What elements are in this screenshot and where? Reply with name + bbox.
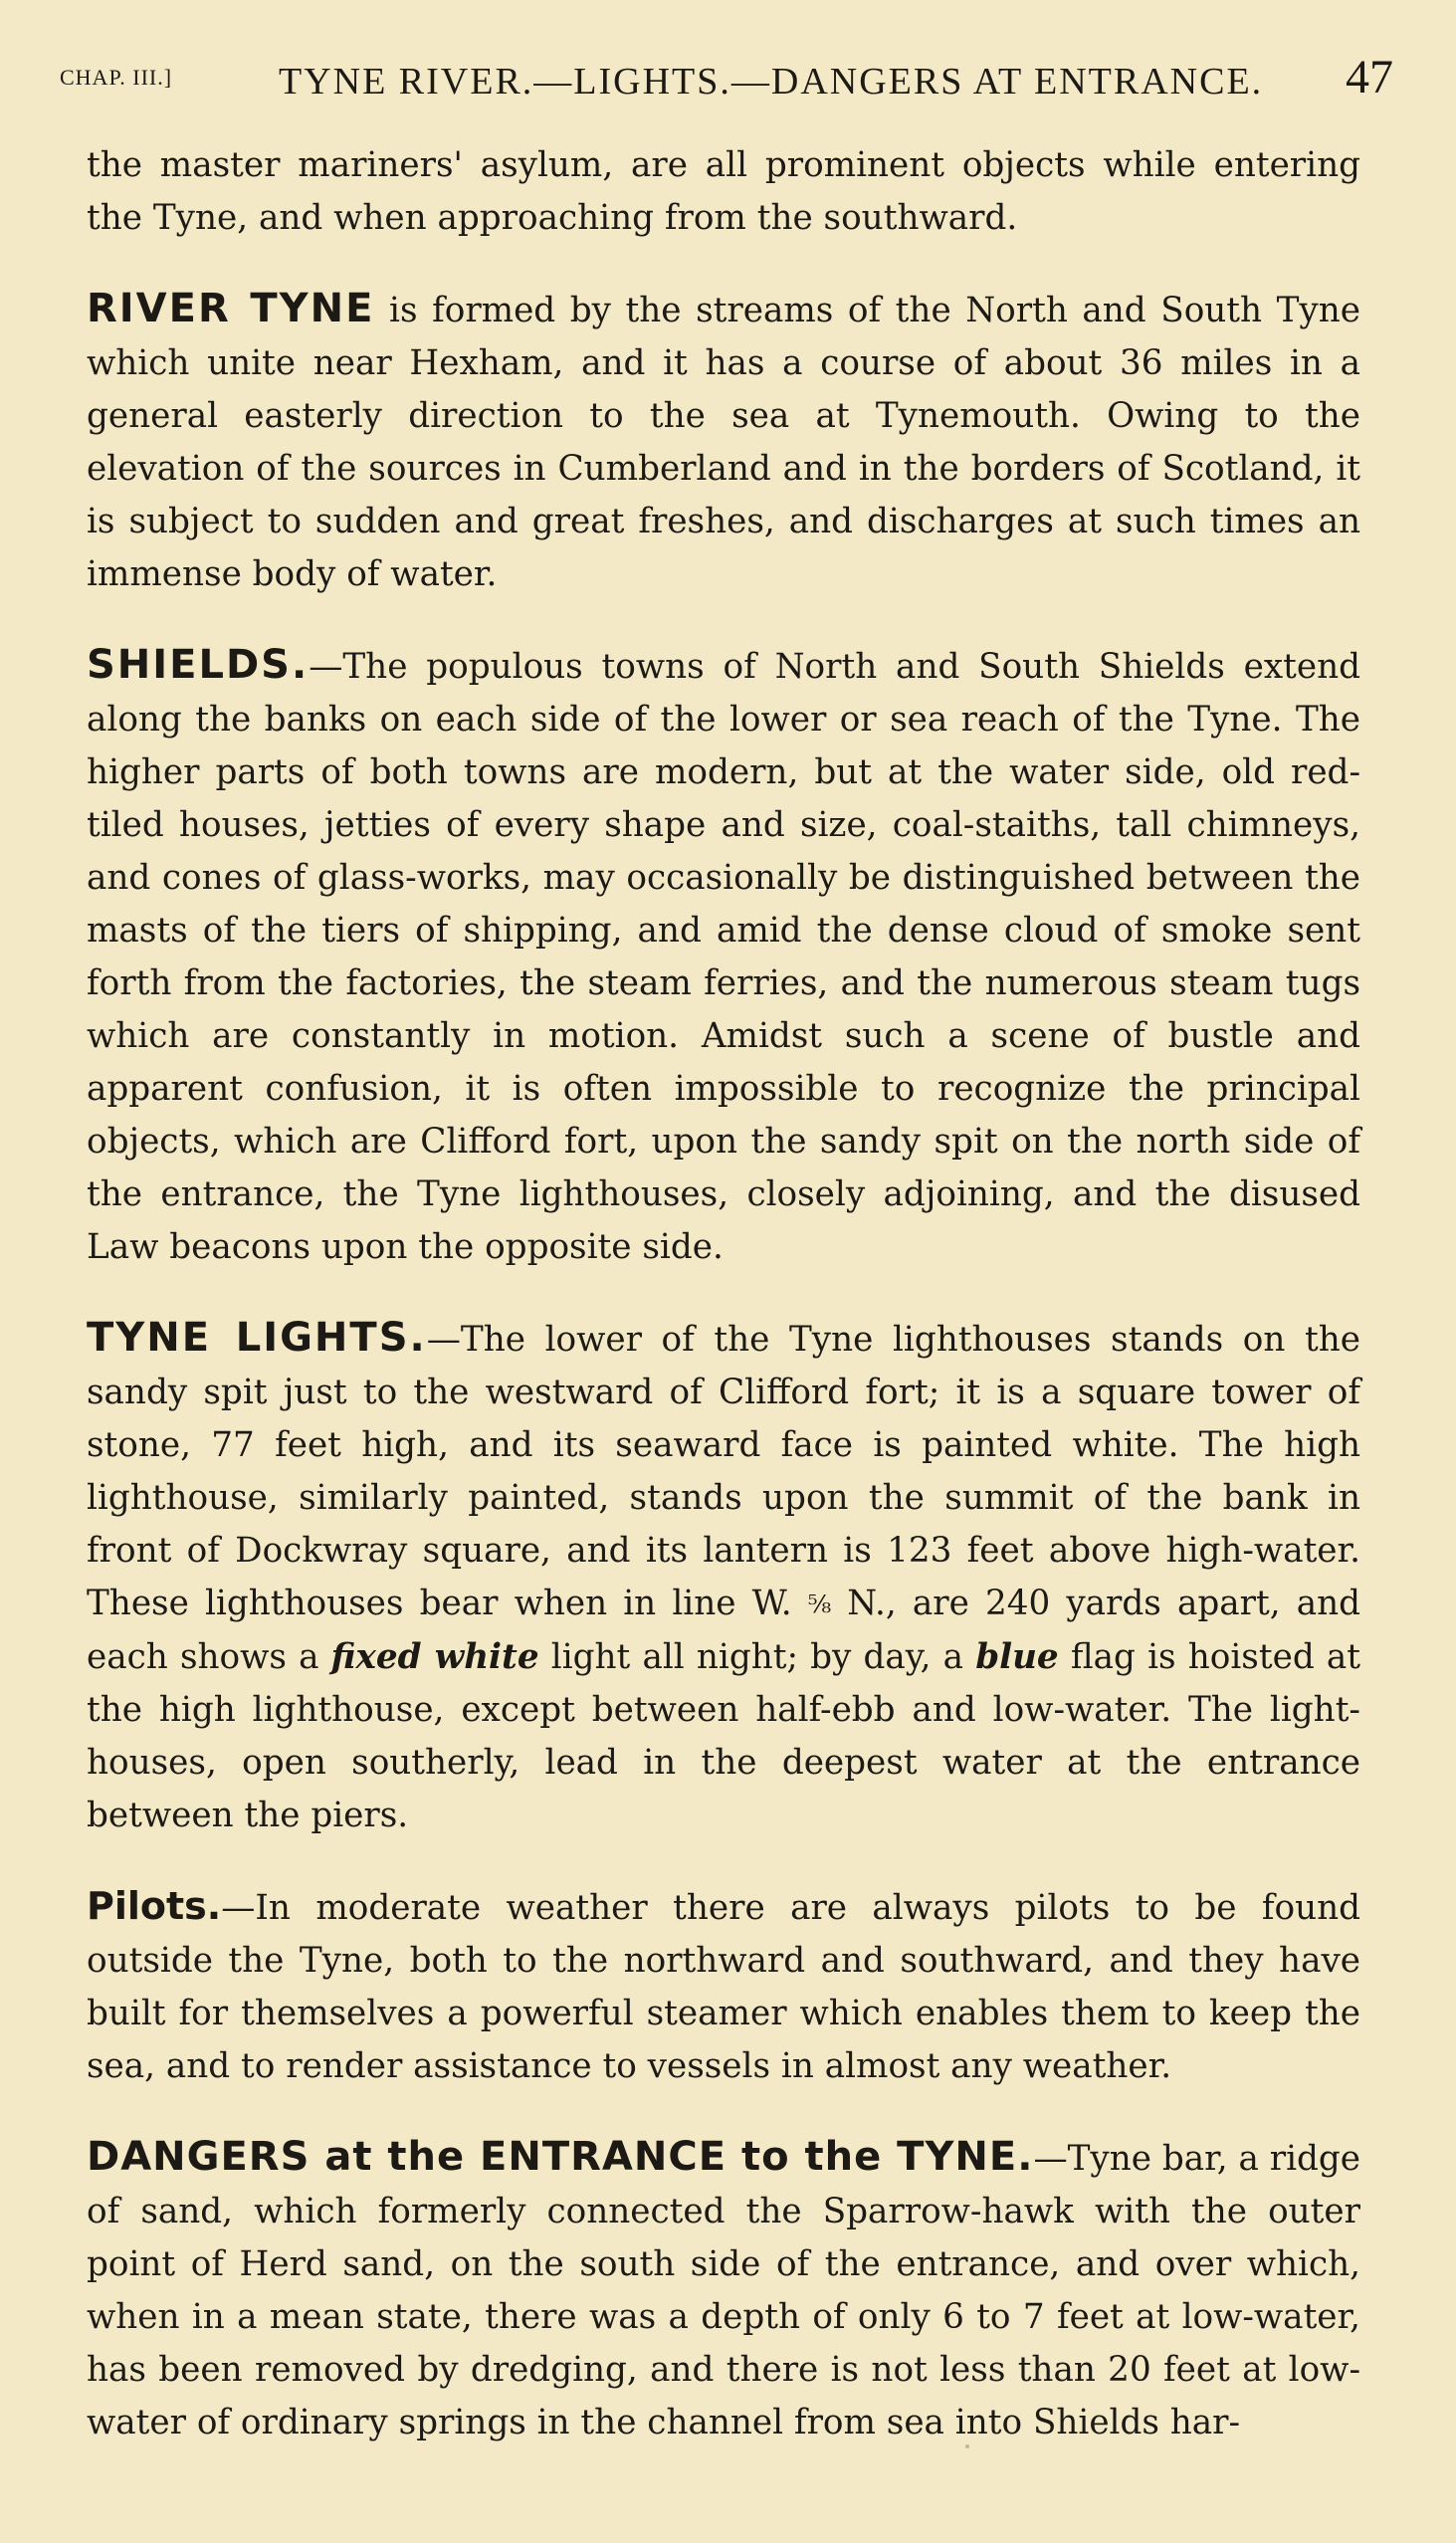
section-heading-pilots: Pilots. — [87, 1884, 222, 1928]
bearing-fraction: ⅝ — [807, 1590, 832, 1618]
paragraph-text: the master mariners' asylum, are all prominent objects while entering the Tyne, and when approaching from the southward. — [87, 145, 1360, 238]
running-title: TYNE RIVER.—LIGHTS.—DANGERS AT ENTRANCE. — [279, 61, 1264, 103]
paragraph-text: —In moderate weather there are always pilots to be found outside the Tyne, both to the northward and southward, and they have built for themselves a powerful steamer which enables them to keep the sea, and to render assistance to vessels in almost any weather. — [87, 1888, 1360, 2086]
section-shields — [87, 639, 1360, 1274]
paragraph-text: flag is hoisted at the high lighthouse, except between half-ebb and low-water. The light-houses, open southerly, lead in the deepest water at the entrance between the piers. — [87, 1637, 1360, 1835]
paragraph-text: —The populous towns of North and South Shields extend along the banks on each side of the lower or sea reach of the Tyne. The higher parts of both towns are modern, but at the water side, old red-tiled houses, jetties of every shape and size, coal-staiths, tall chimneys, and cones of glass-works, may occasionally be distinguished between the masts of the tiers of shipping, and amid the dense cloud of smoke sent forth from the factories, the steam ferries, and the numerous steam tugs which are constantly in motion. Amidst such a scene of bustle and apparent confusion, it is often impossible to recognize the principal objects, which are Clifford fort, upon the sandy spit on the north side of the entrance, the Tyne lighthouses, closely adjoining, and the disused Law beacons upon the opposite side. — [87, 647, 1360, 1267]
section-heading-tyne-lights: TYNE LIGHTS. — [87, 1315, 427, 1361]
fixed-white-emphasis: fixed white — [330, 1637, 539, 1677]
paragraph-text: is formed by the streams of the North and South Tyne which unite near Hexham, and it has a course of about 36 miles in a general easterly direction to the sea at Tynemouth. Owing to the elevation of the sources in Cumberland and in the borders of Scotland, it is subject to sudden and great freshes, and discharges at such times an immense body of water. — [87, 291, 1360, 594]
paragraph-master-mariners — [87, 139, 1360, 245]
chapter-reference: CHAP. III.] — [60, 65, 173, 90]
paragraph-text: —Tyne bar, a ridge of sand, which formerly connected the Sparrow-hawk with the outer point of Herd sand, on the south side of the entrance, and over which, when in a mean state, there was a depth of only 6 to 7 feet at low-water, has been removed by dredging, and there is not less than 20 feet at low-water of ordinary springs in the channel from sea into Shields har- — [87, 2139, 1360, 2442]
section-tyne-lights — [87, 1312, 1360, 1842]
section-heading-shields: SHIELDS. — [87, 642, 310, 688]
page-number: 47 — [1346, 51, 1393, 104]
body-text — [87, 139, 1360, 2449]
paragraph-text: light all night; by day, a — [538, 1637, 976, 1677]
paragraph-text: —The lower of the Tyne lighthouses stands on the sandy spit just to the westward of Clifford fort; it is a square tower of stone, 77 feet high, and its seaward face is painted white. The high lighthouse, similarly painted, stands upon the summit of the bank in front of Dockwray square, and its lantern is 123 feet above high-water. These lighthouses bear when in line W. — [87, 1320, 1360, 1623]
section-river-tyne — [87, 283, 1360, 601]
section-heading-dangers: DANGERS at the ENTRANCE to the TYNE. — [87, 2134, 1034, 2180]
paper-speck — [965, 2444, 969, 2448]
blue-emphasis: blue — [975, 1637, 1059, 1677]
section-dangers-at-entrance — [87, 2131, 1360, 2449]
paragraph-text: N., are 240 yards apart, and each shows a — [87, 1584, 1360, 1677]
page-header — [60, 52, 1393, 121]
section-pilots — [87, 1880, 1360, 2093]
section-heading-river-tyne: RIVER TYNE — [87, 286, 375, 331]
